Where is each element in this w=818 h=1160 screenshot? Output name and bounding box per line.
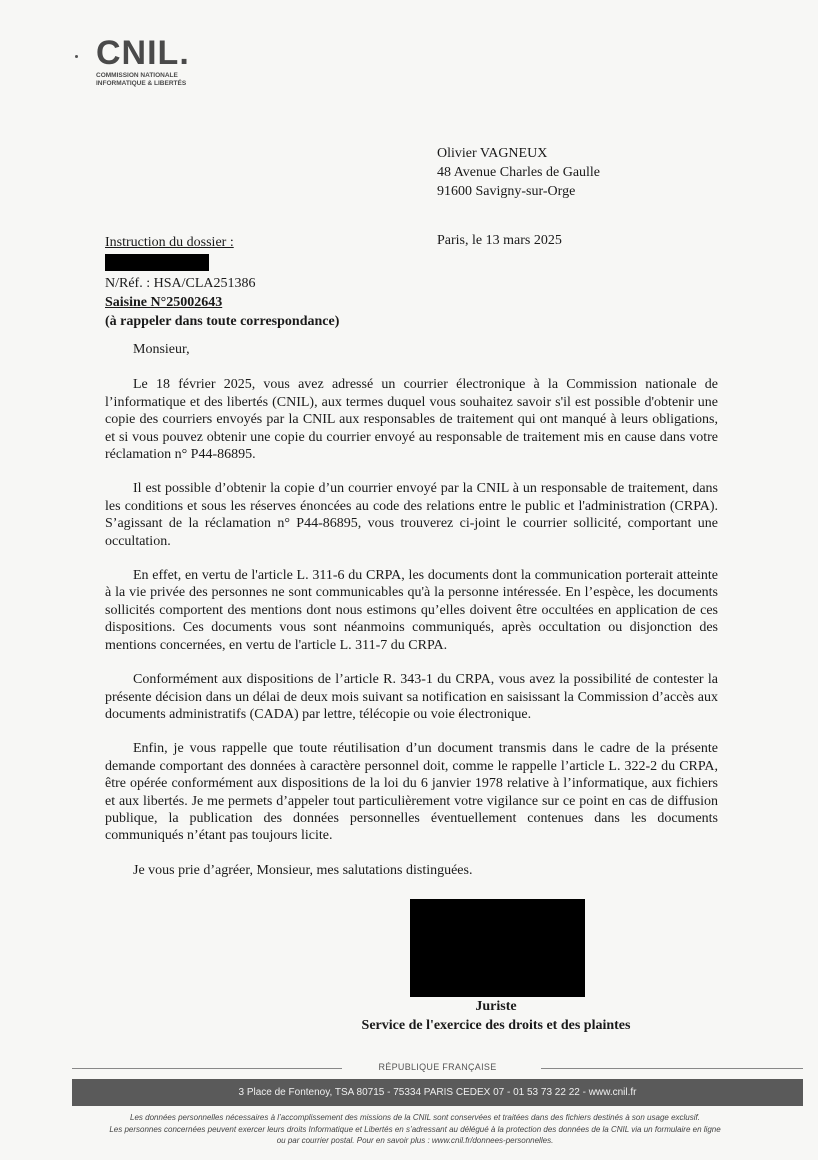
paragraph-3: En effet, en vertu de l'article L. 311-6 du CRPA, les documents dont la communication porterait atteinte à la vie privée des personnes ne sont communicables qu'à la personne intéressée. En l’espèce, les documents sollicités comportent des mentions dont nous estimons qu’elles doivent être occultées en application de ces dispositions. Ces documents vous sont néanmoins communiqués, après occultation ou disjonction des mentions concernées, en vertu de l'article L. 311-7 du CRPA. <box>105 568 718 653</box>
footer-legal-notice <box>60 1112 770 1147</box>
paragraph-5: Enfin, je vous rappelle que toute réutilisation d’un document transmis dans le cadre de la présente demande comportant des données à caractère personnel doit, comme le rappelle l’article L. 322-2 du CRPA, être opérée conformément aux dispositions de la loi du 6 janvier 1978 relative à l’informatique, aux fichiers et aux libertés. Je me permets d’appeler tout particulièrement votre vigilance sur ce point en cas de diffusion publique, la publication des données personnelles éventuellement contenues dans les documents communiqués n’étant pas toujours licite. <box>105 741 718 844</box>
redacted-instructor-name <box>105 254 209 271</box>
republique-label: RÉPUBLIQUE FRANÇAISE <box>378 1062 497 1072</box>
divider <box>541 1068 803 1069</box>
letter-body <box>105 341 718 879</box>
logo-wordmark: CNIL. <box>96 34 190 72</box>
logo-subtitle-line-2: INFORMATIQUE & LIBERTÉS <box>96 80 187 87</box>
recipient-city: 91600 Savigny-sur-Orge <box>437 184 576 199</box>
recipient-address <box>437 144 600 201</box>
reference-number: N/Réf. : HSA/CLA251386 <box>105 276 256 291</box>
legal-line-2: Les personnes concernées peuvent exercer leurs droits Informatique et Libertés en s’adressant au délégué à la protection des données de la CNIL via un formulaire en ligne <box>109 1124 721 1134</box>
recipient-name: Olivier VAGNEUX <box>437 146 548 161</box>
paragraph-1: Le 18 février 2025, vous avez adressé un courrier électronique à la Commission nationale de l’informatique et des libertés (CNIL), aux termes duquel vous souhaitez savoir s'il est possible d'obtenir une copie des courriers envoyés par la CNIL aux responsables de traitement qui ont manqué à leurs obligations, et si vous pouvez obtenir une copie du courrier envoyé au responsable de traitement mis en cause dans votre réclamation n° P44-86895. <box>105 377 718 463</box>
file-references <box>105 233 339 331</box>
signatory-role: Juriste <box>475 999 517 1014</box>
closing-formula: Je vous prie d’agréer, Monsieur, mes salutations distinguées. <box>133 862 473 878</box>
republique-banner <box>72 1061 803 1075</box>
signatory-title <box>350 997 642 1035</box>
saisine-number: Saisine N°25002643 <box>105 295 223 310</box>
reference-reminder: (à rappeler dans toute correspondance) <box>105 314 340 329</box>
paragraph-4: Conformément aux dispositions de l’article R. 343-1 du CRPA, vous avez la possibilité de contester la présente décision dans un délai de deux mois suivant sa notification en saisissant la Commission d’accès aux documents administratifs (CADA) par lettre, télécopie ou voie électronique. <box>105 672 718 722</box>
signatory-service: Service de l'exercice des droits et des plaintes <box>361 1018 631 1033</box>
cnil-logo <box>96 36 190 88</box>
redacted-signature <box>410 899 585 997</box>
scan-speck <box>75 55 78 58</box>
logo-subtitle-line-1: COMMISSION NATIONALE <box>96 72 178 79</box>
greeting: Monsieur, <box>133 342 190 357</box>
recipient-street: 48 Avenue Charles de Gaulle <box>437 165 601 180</box>
instruction-label: Instruction du dossier : <box>105 235 234 250</box>
divider <box>72 1068 342 1069</box>
footer-address-band: 3 Place de Fontenoy, TSA 80715 - 75334 PARIS CEDEX 07 - 01 53 73 22 22 - www.cnil.fr <box>72 1079 803 1106</box>
legal-line-1: Les données personnelles nécessaires à l’accomplissement des missions de la CNIL sont conservées et traitées dans des fichiers destinés à son usage exclusif. <box>130 1113 700 1122</box>
legal-line-3: ou par courrier postal. Pour en savoir plus : www.cnil.fr/donnees-personnelles. <box>276 1136 554 1145</box>
letter-date: Paris, le 13 mars 2025 <box>437 233 562 248</box>
paragraph-2: Il est possible d’obtenir la copie d’un courrier envoyé par la CNIL à un responsable de traitement, dans les conditions et sous les réserves énoncées au code des relations entre le public et l'administration (CRPA). S’agissant de la réclamation n° P44-86895, vous trouverez ci-joint le courrier sollicité, comportant une occultation. <box>105 481 718 549</box>
